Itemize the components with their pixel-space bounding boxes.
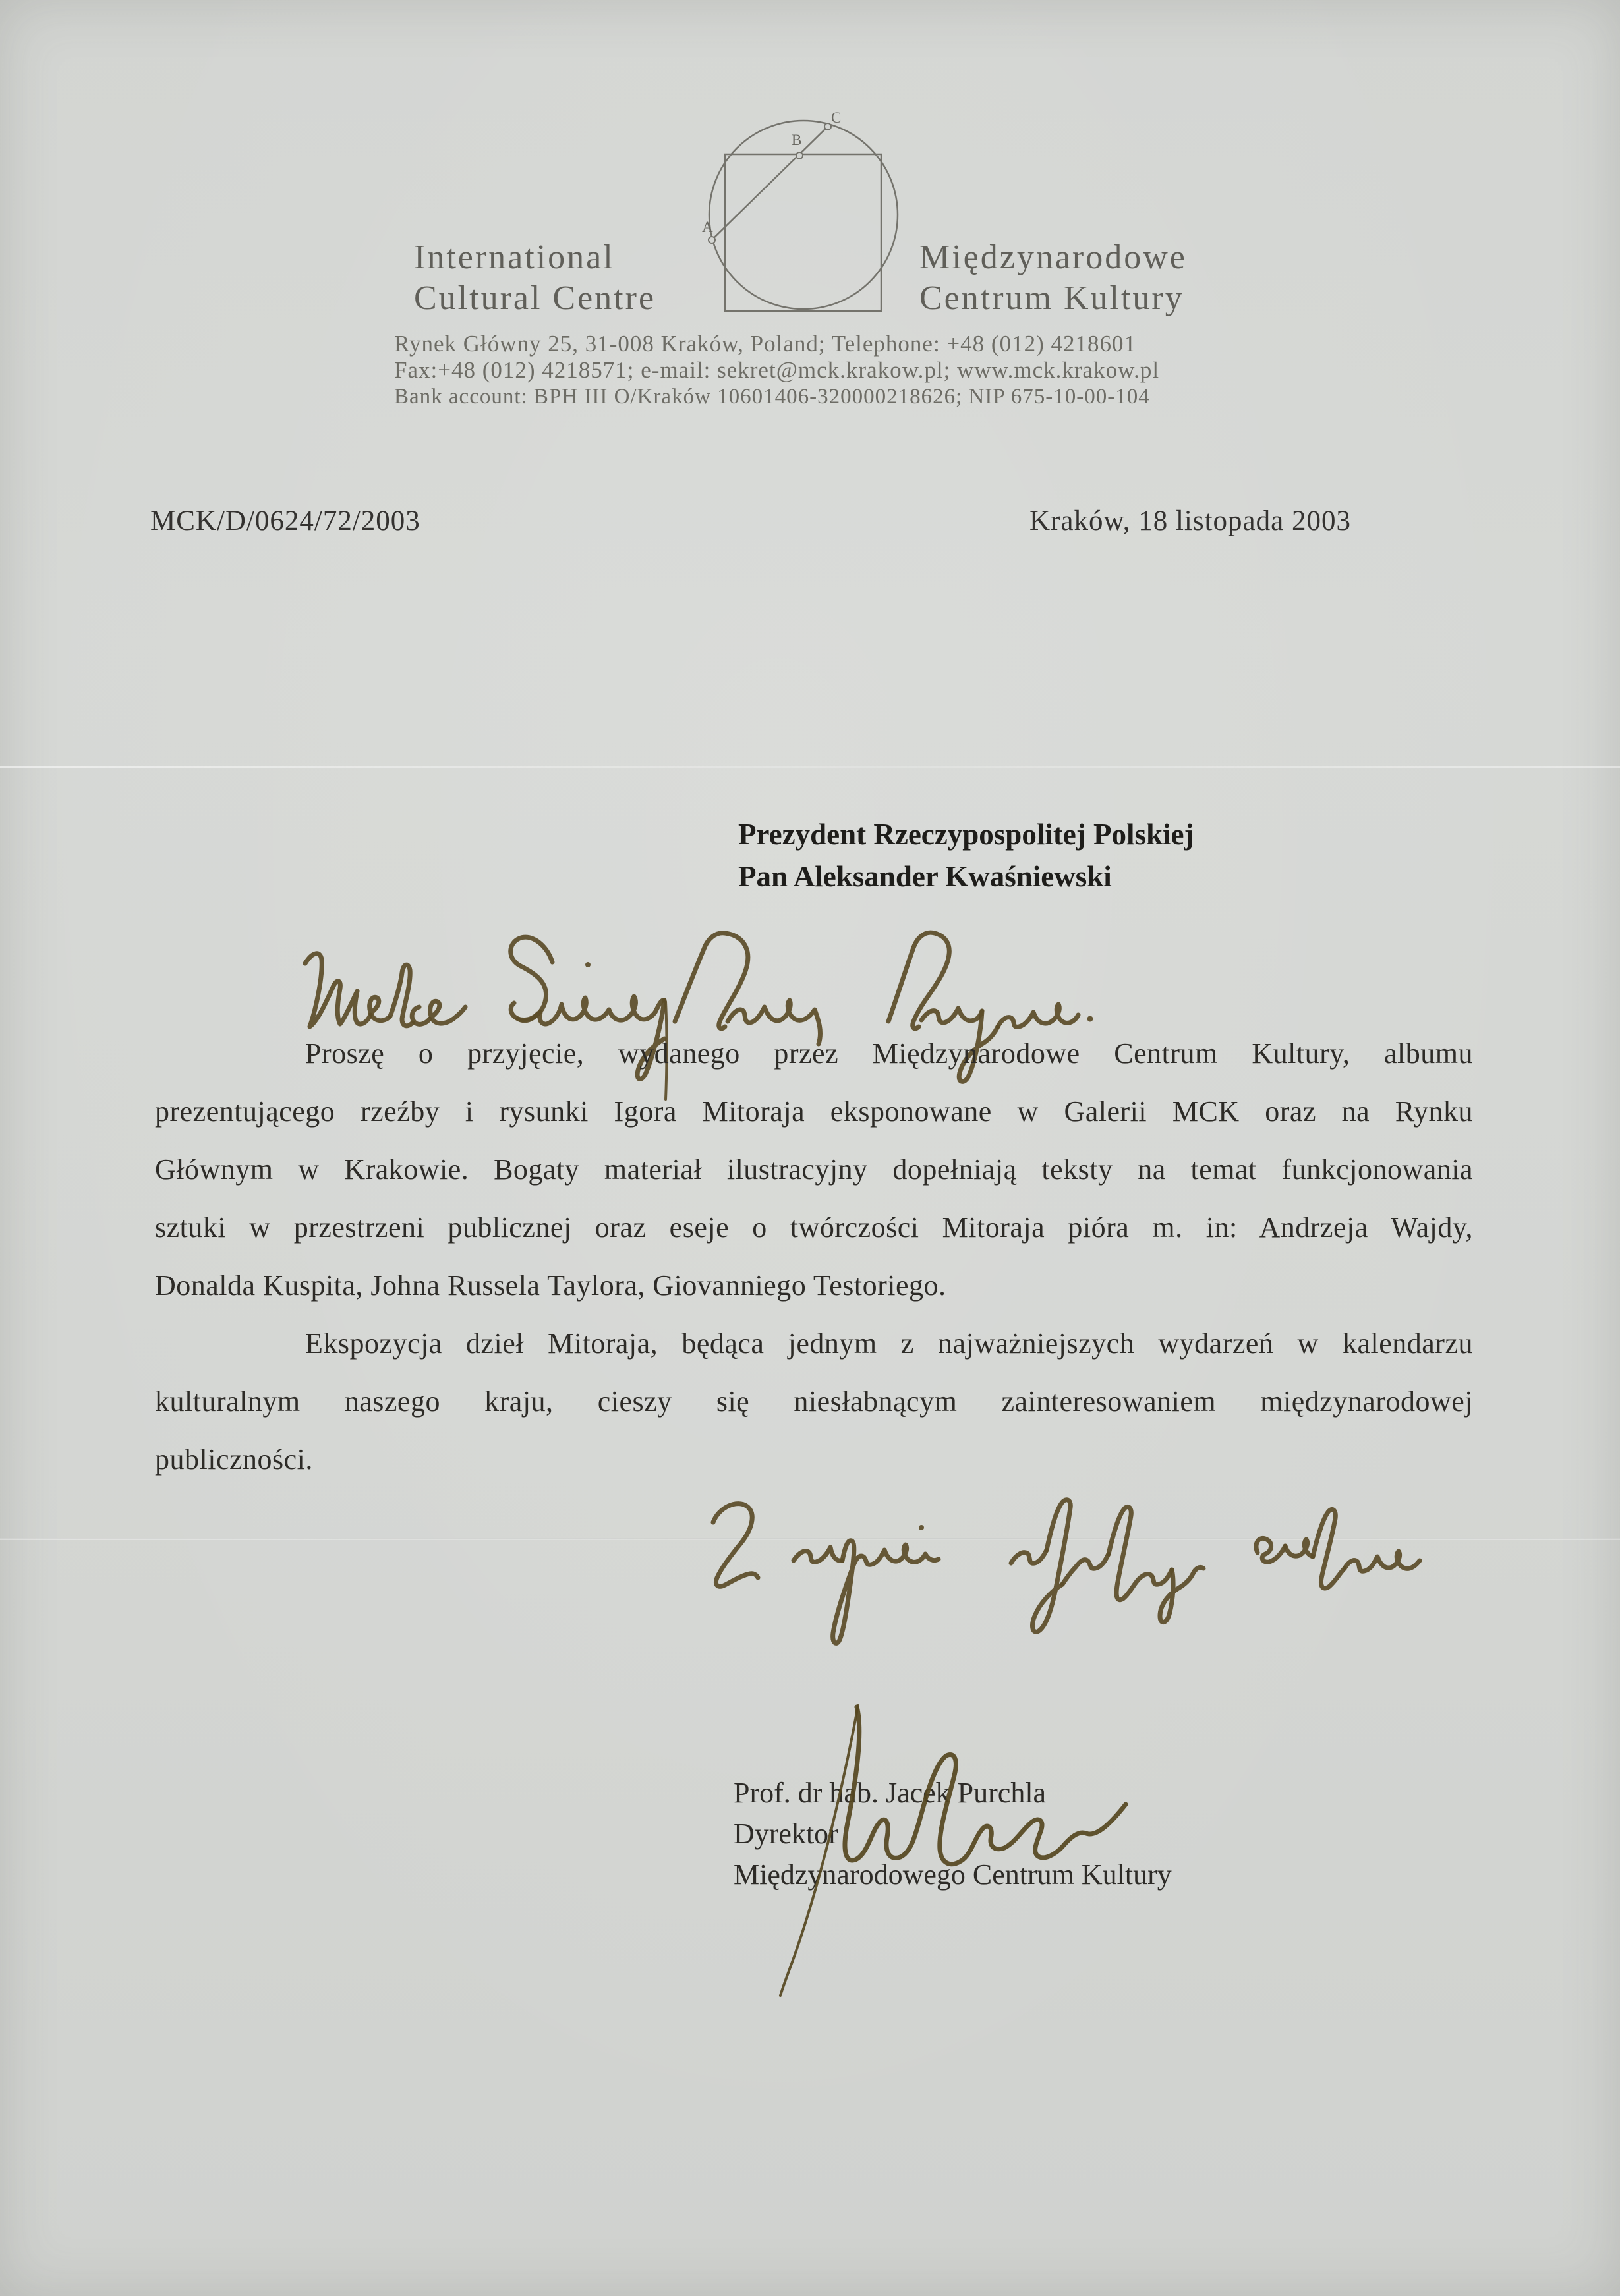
org-name-english-line2: Cultural Centre: [414, 279, 656, 317]
recipient-title: Prezydent Rzeczypospolitej Polskiej: [738, 818, 1194, 851]
logo-label-a: A: [702, 219, 713, 235]
reference-number: MCK/D/0624/72/2003: [150, 505, 420, 536]
fold-crease-bottom: [0, 1538, 1620, 1540]
body-text: [155, 1025, 1473, 1489]
address-line-2: Fax:+48 (012) 4218571; e-mail: sekret@mck.krakow.pl; www.mck.krakow.pl: [394, 357, 1160, 383]
fold-crease-top: [0, 766, 1620, 768]
logo-point-c: [824, 123, 831, 130]
address-line-1: Rynek Główny 25, 31-008 Kraków, Poland; Telephone: +48 (012) 4218601: [394, 331, 1136, 357]
recipient-name: Pan Aleksander Kwaśniewski: [738, 860, 1112, 893]
body-line: Proszę o przyjęcie, wydanego przez Międzynarodowe Centrum Kultury, albumu: [305, 1037, 1473, 1070]
letterhead-address: [394, 331, 1159, 410]
body-line: Głównym w Krakowie. Bogaty materiał ilustracyjny dopełniają teksty na temat funkcjonowania: [155, 1153, 1473, 1186]
body-line: kulturalnym naszego kraju, cieszy się niesłabnącym zainteresowaniem międzynarodowej: [155, 1385, 1473, 1418]
body-line: publiczności.: [155, 1443, 313, 1476]
logo-point-b: [796, 152, 803, 159]
signatory-name: Prof. dr hab. Jacek Purchla: [734, 1777, 1047, 1809]
logo-square: [725, 154, 881, 311]
body-line: Ekspozycja dzieł Mitoraja, będąca jednym z najważniejszych wydarzeń w kalendarzu: [305, 1327, 1473, 1360]
logo-label-c: C: [831, 112, 842, 126]
org-name-polish-line1: Międzynarodowe: [919, 239, 1187, 276]
body-line: Donalda Kuspita, Johna Russela Taylora, Giovanniego Testoriego.: [155, 1269, 946, 1302]
logo-point-a: [709, 237, 715, 243]
org-name-polish: [919, 237, 1187, 319]
signatory-title: Dyrektor: [734, 1818, 838, 1850]
signature-block: [734, 1773, 1172, 1895]
signatory-organization: Międzynarodowego Centrum Kultury: [734, 1858, 1172, 1891]
recipient-block: [738, 813, 1194, 898]
org-name-english-line1: International: [414, 239, 615, 276]
body-line: prezentującego rzeźby i rysunki Igora Mitoraja eksponowane w Galerii MCK oraz na Rynku: [155, 1095, 1473, 1128]
logo-label-b: B: [792, 132, 802, 148]
org-name-polish-line2: Centrum Kultury: [919, 279, 1184, 317]
mck-logo: [702, 112, 906, 320]
handwritten-closing: [689, 1489, 1454, 1694]
address-line-3: Bank account: BPH III O/Kraków 10601406-320000218626; NIP 675-10-00-104: [394, 385, 1150, 409]
place-and-date: Kraków, 18 listopada 2003: [1029, 505, 1351, 536]
body-line: sztuki w przestrzeni publicznej oraz eseje o twórczości Mitoraja pióra m. in: Andrzeja Wajdy,: [155, 1211, 1473, 1244]
logo-diagonal-line: [712, 127, 828, 240]
org-name-english: [414, 237, 656, 319]
